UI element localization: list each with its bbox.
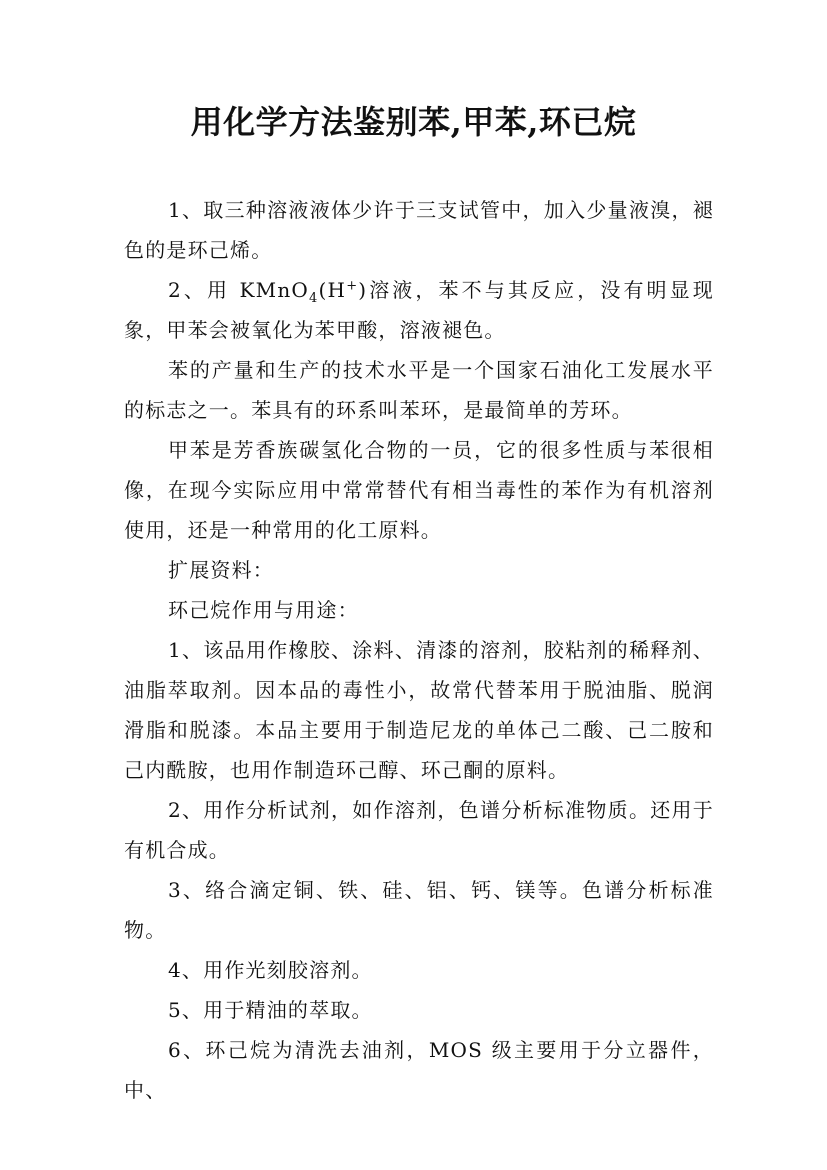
paragraph-text: 2、用作分析试剂，如作溶剂，色谱分析标准物质。还用于有机合成。 <box>124 798 714 862</box>
paragraph <box>124 430 714 550</box>
paragraph-text: 2、用 KMnO <box>168 278 310 302</box>
paragraph <box>124 550 714 590</box>
paragraph-text: 5、用于精油的萃取。 <box>168 998 373 1022</box>
paragraph-text: 扩展资料： <box>168 558 274 582</box>
paragraph-text: 环己烷作用与用途： <box>168 598 359 622</box>
subscript-text: 4 <box>309 291 319 306</box>
paragraph <box>124 950 714 990</box>
paragraph <box>124 870 714 950</box>
paragraph-text: 6、环己烷为清洗去油剂，MOS 级主要用于分立器件，中、 <box>124 1038 714 1102</box>
paragraph <box>124 190 714 270</box>
paragraph-text: (H <box>318 278 347 302</box>
paragraph <box>124 990 714 1030</box>
paragraph-text: 1、取三种溶液液体少许于三支试管中，加入少量液溴，褪色的是环己烯。 <box>124 198 714 262</box>
paragraph-text: 甲苯是芳香族碳氢化合物的一员，它的很多性质与苯很相像，在现今实际应用中常常替代有相当毒性的苯作为有机溶剂使用，还是一种常用的化工原料。 <box>124 438 714 542</box>
paragraph <box>124 350 714 430</box>
paragraph <box>124 1030 714 1110</box>
paragraph <box>124 590 714 630</box>
paragraph-text: )溶液，苯不与其反应，没有明显现象，甲苯会被氧化为苯甲酸，溶液褪色。 <box>124 278 714 342</box>
document-title: 用化学方法鉴别苯,甲苯,环已烷 <box>190 103 637 141</box>
paragraph <box>124 270 714 350</box>
paragraph-text: 4、用作光刻胶溶剂。 <box>168 958 373 982</box>
paragraph-text: 1、该品用作橡胶、涂料、清漆的溶剂，胶粘剂的稀释剂、油脂萃取剂。因本品的毒性小，故常代替苯用于脱油脂、脱润滑脂和脱漆。本品主要用于制造尼龙的单体己二酸、己二胺和己内酰胺，也用作制造环己醇、环己酮的原料。 <box>124 638 714 782</box>
paragraph-text: 3、络合滴定铜、铁、硅、铝、钙、镁等。色谱分析标准物。 <box>124 878 714 942</box>
paragraph <box>124 790 714 870</box>
document-body <box>124 190 714 1110</box>
paragraph <box>124 630 714 790</box>
superscript-text: + <box>346 278 359 294</box>
paragraph-text: 苯的产量和生产的技术水平是一个国家石油化工发展水平的标志之一。苯具有的环系叫苯环，是最简单的芳环。 <box>124 358 714 422</box>
